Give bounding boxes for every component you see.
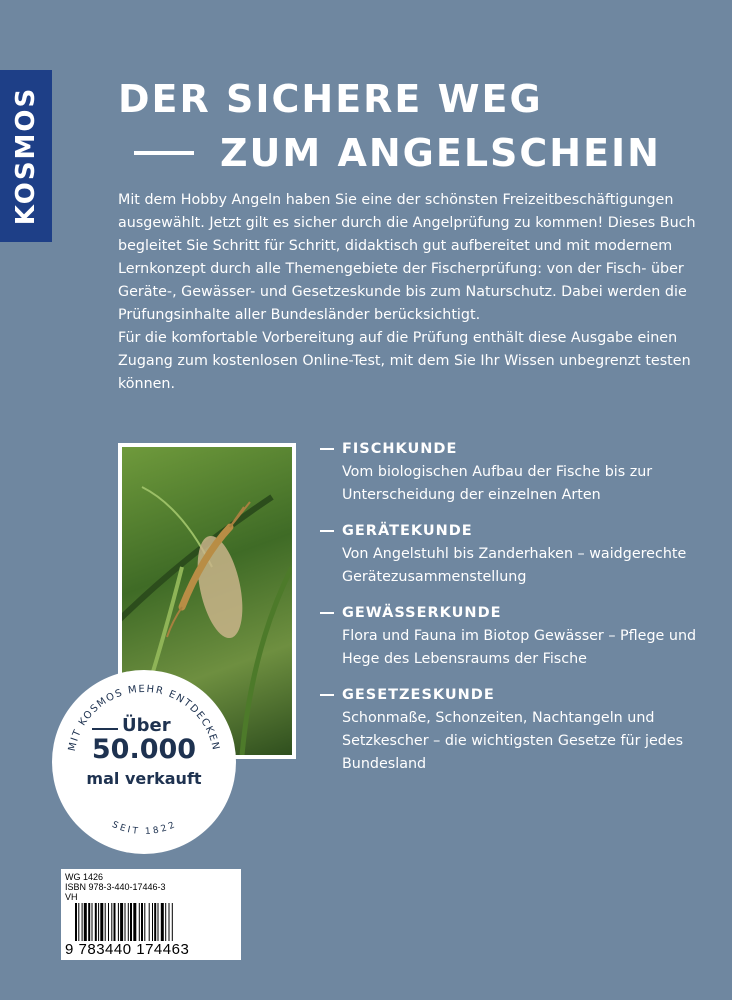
badge-line-1: Über [122,715,171,736]
barcode-bar [98,903,99,941]
topic-title: FISCHKUNDE [342,441,458,457]
badge-line-3: mal verkauft [86,769,202,788]
headline-line-2: ZUM ANGELSCHEIN [220,131,661,175]
headline-line-2-row [118,126,718,180]
barcode-bar [128,903,129,941]
topic-text: Vom biologischen Aufbau der Fische bis zur Unterscheidung der einzelnen Arten [342,464,653,503]
barcode-bar [154,903,156,941]
barcode-bar [158,903,159,941]
topic-dash [320,530,334,532]
topic-text: Von Angelstuhl bis Zanderhaken – waidgerechte Gerätezusammenstellung [342,546,687,585]
product-code: WG 1426 [65,872,104,882]
publisher-logo: KOSMOS [11,86,41,226]
headline-dash [134,151,194,155]
topic-dash [320,448,334,450]
badge-ring-bottom: SEIT 1822 [110,819,178,838]
barcode-bar [149,903,150,941]
topic-list [320,437,720,788]
barcode-digits: 9 783440 174463 [65,941,190,958]
badge-dash [92,728,118,730]
barcode-bar [84,903,87,941]
barcode-box [61,869,241,960]
headline [118,72,718,180]
barcode-bar [144,903,145,941]
intro-paragraph-1: Mit dem Hobby Angeln haben Sie eine der schönsten Freizeitbeschäftigungen ausgewählt. Jetzt gilt es sicher durch die Angelprüfung zu kommen! Dieses Buch begleitet Sie Schritt für Schritt, didaktisch gut aufbereitet und mit modernem Lernkonzept durch alle Themengebiete der Fischerprüfung: von der Fisch- über Geräte-, Gewässer- und Gesetzeskunde bis zum Naturschutz. Dabei werden die Prüfungsinhalte aller Bundesländer berücksichtigt. [118,192,696,323]
topic-fischkunde [320,437,720,507]
barcode-bar [82,903,83,941]
website-url[interactable]: kosmos.de [220,877,238,958]
publisher-logo-tab [0,70,52,242]
barcode-bar [111,903,112,941]
isbn-text: ISBN 978-3-440-17446-3 [65,882,166,892]
barcode-bar [165,903,166,941]
topic-title: GESETZESKUNDE [342,687,495,703]
barcode-bar [114,903,116,941]
barcode-bar [88,903,90,941]
topic-text: Schonmaße, Schonzeiten, Nachtangeln und Setzkescher – die wichtigsten Gesetze für jedes Bundesland [342,710,684,772]
topic-title: GEWÄSSERKUNDE [342,605,502,621]
barcode-bar [152,903,153,941]
topic-title: GERÄTEKUNDE [342,523,473,539]
barcode-bar [105,903,106,941]
barcode-bar [133,903,136,941]
topic-gesetzeskunde [320,683,720,776]
barcode-bar [141,903,143,941]
barcode-bar [108,903,109,941]
barcode-bars [75,903,225,941]
headline-line-1: DER SICHERE WEG [118,77,543,121]
barcode-bar [120,903,123,941]
barcode-bar [125,903,126,941]
barcode-bar [100,903,103,941]
topic-text: Flora und Fauna im Biotop Gewässer – Pflege und Hege des Lebensraums der Fische [342,628,697,667]
barcode-bar [130,903,132,941]
sales-badge [52,670,236,854]
vh-text: VH [65,892,78,902]
badge-line-2: 50.000 [91,734,197,765]
barcode-bar [92,903,93,941]
badge-ring-top: MIT KOSMOS MEHR ENTDECKEN [66,683,222,753]
barcode-bar [172,903,173,941]
barcode-bar [169,903,170,941]
barcode-bar [139,903,140,941]
barcode-bar [78,903,79,941]
barcode-bar [118,903,119,941]
intro-paragraph-2: Für die komfortable Vorbereitung auf die Prüfung enthält diese Ausgabe einen Zugang zum kostenlosen Online-Test, mit dem Sie Ihr Wissen unbegrenzt testen können. [118,330,691,392]
barcode-bar [95,903,97,941]
topic-gewaesserkunde [320,601,720,671]
svg-text:SEIT 1822 [110,820,177,837]
barcode-bar [161,903,164,941]
topic-geraetekunde [320,519,720,589]
topic-dash [320,612,334,614]
topic-dash [320,694,334,696]
intro-text [118,189,708,396]
barcode-bar [75,903,77,941]
